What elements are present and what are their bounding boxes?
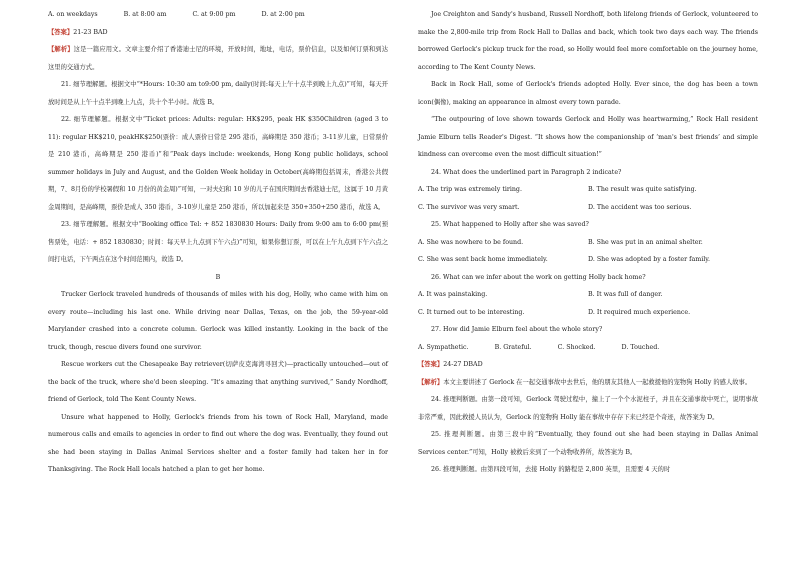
section-heading: B <box>215 273 221 281</box>
explanation-22: 22. 细节理解题。根据文中“Ticket prices: Adults: regular: HK$295, peak HK $350Children (aged 3 to 11): regular HK$210, peakHK$250(票价：成人票价日常是 295 港币，高峰期是 350 港币；3-11岁儿童，日常票价是 210 港币，高峰期是 250 港币)”和“Peak days include: weekends, Hong Kong public holidays, school summer holidays in July and August, and the Golden Week holiday in October(高峰期包括周末，香港公共假期，7、8月份的学校暑假和 10 月份的黄金周)”可知，一对夫妇和 10 岁的儿子在国庆期间去香港迪士尼，这属于 10 月黄金周期间，是高峰期，票价是成人 350 港币，3-10岁儿童是 250 港币，所以加起来是 350+350+250 港币，故选 A。 <box>48 116 388 211</box>
analysis-paragraph <box>48 41 388 76</box>
option: D. She was adopted by a foster family. <box>588 256 710 263</box>
answer-line <box>418 356 758 374</box>
question-24: 24. What does the underlined part in Paragraph 2 indicate? <box>431 168 622 176</box>
explanation-23: 23. 细节理解题。根据文中“Booking office Tel: + 852 1830830 Hours: Daily from 9:00 am to 6:00 pm(预售票处，电话：+ 852 1830830；时间：每天早上九点到下午六点)”可知，如果你想订票，可以在上午九点到下午六点之间打电话，下午两点在这个时间范围内，故选 D。 <box>48 221 388 263</box>
option: B. She was put in an animal shelter. <box>588 238 703 246</box>
option: A. on weekdays <box>48 11 98 18</box>
analysis-text: 本文主要讲述了 Gerlock 在一起交通事故中去世后，他的朋友其他人一起救援他的宠物狗 Holly 的感人故事。 <box>443 378 752 386</box>
answer-tag: 【答案】 <box>48 28 74 36</box>
passage-paragraph-2: Rescue workers cut the Chesapeake Bay retriever(切萨皮克海湾寻回犬)—practically untouched—out of the back of the truck, where she'd been sleeping. “It's amazing that anything survived,” Sandy Nordhoff, friend of Gerlock, told The Kent County News. <box>48 361 388 403</box>
option: D. The accident was too serious. <box>588 203 692 211</box>
option: A. It was painstaking. <box>418 291 488 298</box>
q24-options-row-2 <box>418 199 758 217</box>
explanation-25: 25. 推理判断题。由第三段中的“Eventually, they found out she had been staying in Dallas Animal Services center.”可知，Holly 被救后来到了一个动物收养所，故答案为 B。 <box>418 431 758 456</box>
option: D. It required much experience. <box>588 308 691 316</box>
option: D. at 2:00 pm <box>261 11 305 18</box>
q26-options-row-2 <box>418 304 758 322</box>
answer-tag: 【答案】 <box>418 361 444 368</box>
answer-line <box>48 24 388 42</box>
option: B. The result was quite satisfying. <box>588 186 697 193</box>
passage-paragraph-1: Trucker Gerlock traveled hundreds of thousands of miles with his dog, Holly, who came with him on every route—including his last one. While driving near Dallas, Texas, on the job, the 59-year-old Marylander crashed into a concrete column. Gerlock was killed instantly. Looking in the back of the truck, though, rescue divers found one survivor. <box>48 291 388 351</box>
q26-options-row-1 <box>418 286 758 304</box>
passage-paragraph-3: Unsure what happened to Holly, Gerlock's friends from his town of Rock Hall, Maryland, made numerous calls and emails to agencies in order to find out where the dog was. Eventually, they found out she had been staying in Dallas Animal Services shelter and a foster family had taken her in for Thanksgiving. The Rock Hall locals hatched a plan to get her home. <box>48 413 388 473</box>
question-27: 27. How did Jamie Elburn feel about the whole story? <box>431 326 603 333</box>
answer-text: 21-23 BAD <box>73 28 108 36</box>
explanation-26: 26. 推理判断题。由第四段可知，去接 Holly 的路程是 2,800 英里，且需要 4 天的时 <box>431 466 671 473</box>
option: C. She was sent back home immediately. <box>418 256 548 263</box>
analysis-paragraph <box>418 374 758 392</box>
question-26: 26. What can we infer about the work on getting Holly back home? <box>431 273 646 281</box>
explanation-21: 21. 细节理解题。根据文中“*Hours: 10:30 am to9:00 pm, daily(时间:每天上午十点半到晚上九点)”可知，每天开放时间是从上午十点半到晚上九点，共十个半小时。故选 B。 <box>48 81 388 106</box>
left-column <box>48 6 388 479</box>
option: D. Touched. <box>621 343 660 351</box>
right-column <box>418 6 758 479</box>
passage-paragraph-5: Back in Rock Hall, some of Gerlock's friends adopted Holly. Ever since, the dog has been a town icon(偶像), making an appearance in almost every town parade. <box>418 81 758 106</box>
answer-text: 24-27 DBAD <box>443 361 483 368</box>
option: B. at 8:00 am <box>123 11 167 18</box>
option: A. She was nowhere to be found. <box>418 238 524 246</box>
passage-paragraph-4: Joe Creighton and Sandy's husband, Russell Nordhoff, both lifelong friends of Gerlock, volunteered to make the 2,800-mile trip from Rock Hall to Dallas and back, which took two days each way. The friends borrowed Gerlock's pickup truck for the road, so Holly would feel more comfortable on the journey home, according to The Kent County News. <box>418 11 758 71</box>
option: C. It turned out to be interesting. <box>418 308 525 316</box>
question-25: 25. What happened to Holly after she was saved? <box>431 221 589 228</box>
passage-paragraph-6: “The outpouring of love shown towards Gerlock and Holly was heartwarming,” Rock Hall resident Jamie Elburn tells Reader's Digest. “It shows how the companionship of ‘man's best friends’ and simple kindness can overcome even the most difficult situation!” <box>418 116 758 158</box>
option: A. Sympathetic. <box>418 343 469 351</box>
q20-options <box>48 6 388 24</box>
option: B. It was full of danger. <box>588 291 663 298</box>
option: C. at 9:00 pm <box>192 11 236 18</box>
q24-options-row-1 <box>418 181 758 199</box>
option: A. The trip was extremely tiring. <box>418 186 522 193</box>
analysis-text: 这是一篇应用文。文章主要介绍了香港迪士尼的环境，开放时间，地址，电话，票价信息，以及如何订票和到达这里的交通方式。 <box>48 46 389 71</box>
option: C. Shocked. <box>557 343 596 351</box>
option: B. Grateful. <box>494 343 532 351</box>
analysis-tag: 【解析】 <box>418 378 444 386</box>
q25-options-row-1 <box>418 234 758 252</box>
explanation-24: 24. 推理判断题。由第一段可知，Gerlock 驾驶过程中，撞上了一个个水泥柱子，并且在交通事故中死亡，说明事故非常严重，因此救援人员认为，Gerlock 的宠物狗 Holly 能在事故中存存下来已经是个奇迹，故答案为 D。 <box>418 396 758 421</box>
option: C. The survivor was very smart. <box>418 203 520 211</box>
q25-options-row-2 <box>418 251 758 269</box>
q27-options <box>418 339 758 357</box>
analysis-tag: 【解析】 <box>48 46 74 53</box>
